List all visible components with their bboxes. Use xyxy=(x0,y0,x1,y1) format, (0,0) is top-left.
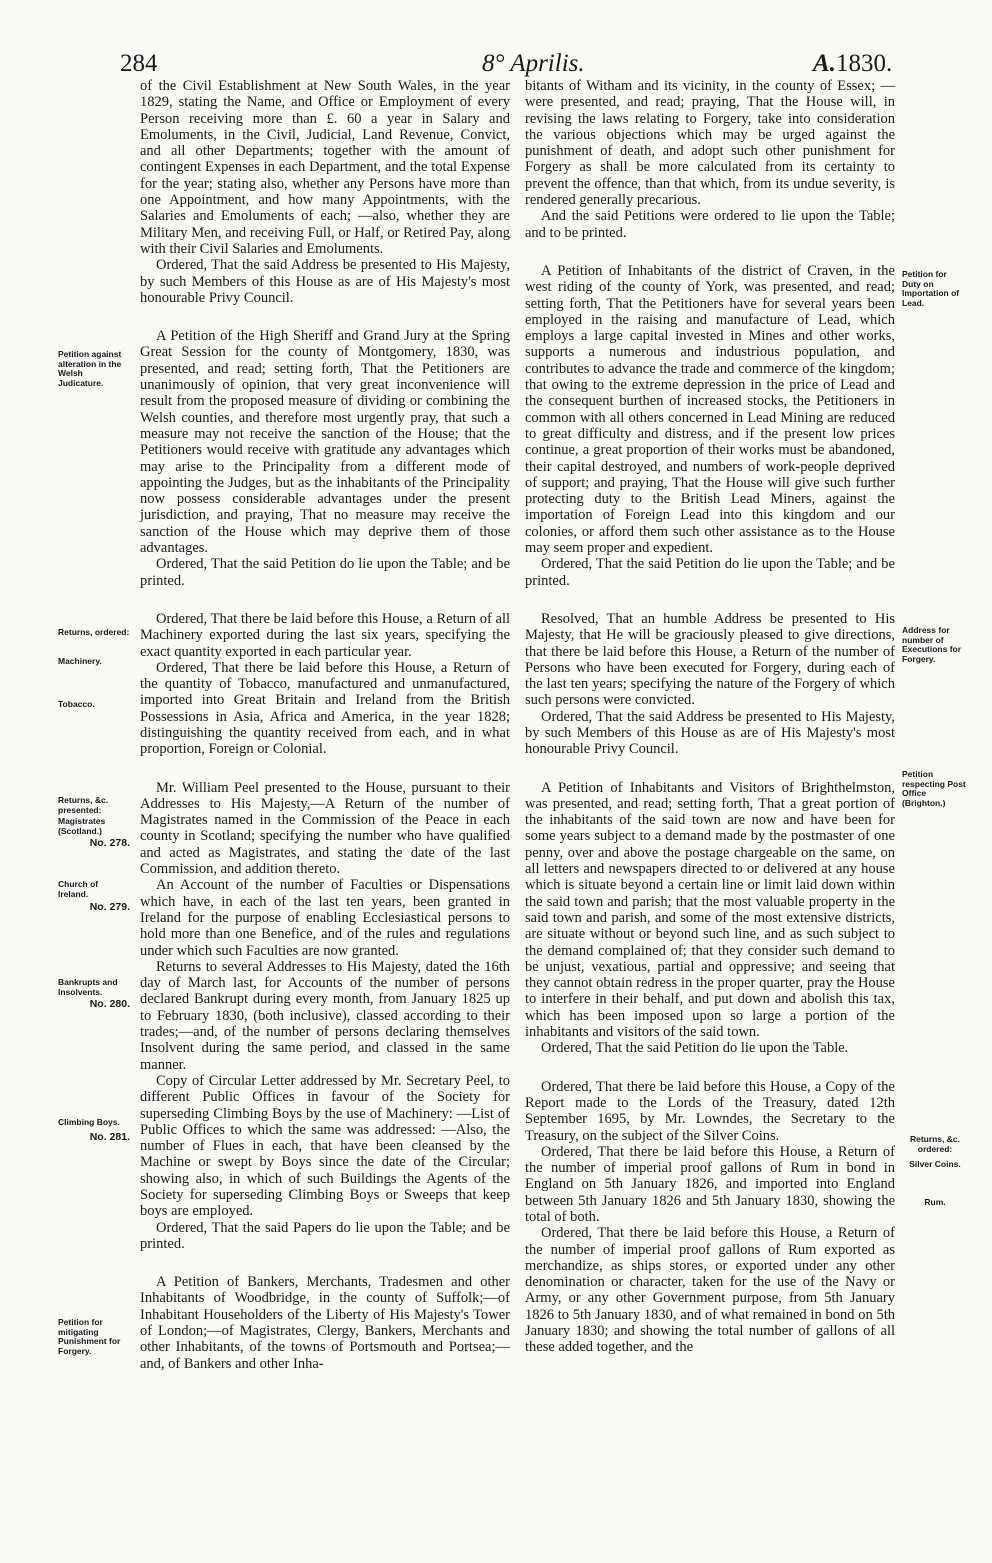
paragraph: Copy of Circular Letter addressed by Mr. Secretary Peel, to different Public Offices in favour of the Society for superseding Climbing Boys by the use of Machinery: —List of Public Offices to which the same was addressed: —Also, the number of Flues in each, that have been cleansed by the Machine or swept by Boys since the date of the Circular; showing also, in which of such Buildings the Agents of the Society for superseding Climbing Boys or Sweeps that keep boys are employed. xyxy=(140,1072,510,1220)
side-note-silver: Silver Coins. xyxy=(909,1159,961,1169)
side-note-returns-ordered-right: Returns, &c. ordered: xyxy=(909,1134,961,1154)
paragraph: Ordered, That there be laid before this House, a Return of the quantity of Tobacco, manufactured and unmanufactured, imported into Great Britain and Ireland from the British Possessions in Asia, Africa and America, in the year 1828; distinguishing the quantity received from each, and in what proportion, Foreign or Colonial. xyxy=(140,659,510,758)
side-note-climbing: Climbing Boys. xyxy=(58,1117,120,1127)
header-date: 8° Aprilis. xyxy=(482,50,585,77)
side-note-no281: No. 281. xyxy=(89,1131,130,1143)
header-regnal: A. xyxy=(813,50,836,77)
side-note-tobacco: Tobacco. xyxy=(58,699,95,709)
paragraph: Ordered, That the said Address be presented to His Majesty, by such Members of this House as are of His Majesty's most honourable Privy Council. xyxy=(525,708,895,758)
side-note-returns-presented: Returns, &c. presented: xyxy=(58,795,109,815)
header-year: 1830. xyxy=(836,50,893,77)
side-note-no278: No. 278. xyxy=(89,837,130,849)
side-note-no280: No. 280. xyxy=(89,998,130,1010)
paragraph: A Petition of Inhabitants of the district of Craven, in the west riding of the county of York, was presented, and read; setting forth, That the Petitioners have for several years been employed in the raising and manufacture of Lead, which employs a large capital invested in Mines and other works, supports a numerous and industrious population, and contributes to advance the trade and commerce of the kingdom; that owing to the extreme depression in the price of Lead and the consequent burthen of increased stocks, the Petitioners in common with all others concerned in Lead Mining are reduced to great difficulty and distress, and if the present low prices continue, a great proportion of their works must be abandoned, their capital destroyed, and numbers of work-people deprived of support; and praying, That the House will give such further protecting duty to the British Lead Miners, against the importation of Foreign Lead into this kingdom and our colonies, or afford them such other assistance as to the House may seem proper and expedient. xyxy=(525,262,895,557)
side-note-forgery: Petition for mitigating Punishment for Forgery. xyxy=(58,1317,121,1356)
paragraph: And the said Petitions were ordered to lie upon the Table; and to be printed. xyxy=(525,208,895,241)
side-note-church: Church of Ireland. xyxy=(58,879,99,899)
side-note-welsh: Petition against alteration in the Welsh Judicature. xyxy=(58,349,122,388)
left-column xyxy=(140,78,510,1372)
side-note-post-office: Petition respecting Post Office (Brighton.) xyxy=(902,769,966,808)
paragraph: of the Civil Establishment at New South Wales, in the year 1829, stating the Name, and Office or Employment of every Person receiving more than £. 60 a year in Salary and Emoluments, in the Civil, Judicial, Land Revenue, Convict, and all other Departments; together with the amount of contingent Expenses in each Department, and the total Expense for the year; stating also, whether any Persons have more than one Appointment, and how many Appointments, with the Salaries and Emoluments of each; —also, whether they are Military Men, and receiving Full, or Half, or Retired Pay, along with their Civil Salaries and Emoluments. xyxy=(140,78,510,257)
side-note-no279: No. 279. xyxy=(89,901,130,913)
paragraph: Ordered, That the said Papers do lie upon the Table; and be printed. xyxy=(140,1219,510,1252)
paragraph: A Petition of the High Sheriff and Grand Jury at the Spring Great Session for the county of Montgomery, 1830, was presented, and read; setting forth, That the Petitioners are unanimously of opinion, that very great inconvenience will result from the proposed measure of dividing or combining the Welsh counties, and therefore most urgently pray, that such a measure may not receive the sanction of the House; that the Petitioners would receive with gratitude any advantages which may arise to the Principality from a different mode of appointing the Judges, but as the inhabitants of the Principality now possess considerable advantages under the present jurisdiction, and praying, That no measure may receive the sanction of the House which may deprive them of those advantages. xyxy=(140,328,510,557)
right-column xyxy=(525,78,895,1356)
paragraph: Ordered, That the said Petition do lie upon the Table; and be printed. xyxy=(525,556,895,589)
side-note-returns-ordered: Returns, ordered: xyxy=(58,627,130,637)
paragraph: Ordered, That there be laid before this House, a Copy of the Report made to the Lords of the Treasury, dated 12th September 1695, by Mr. Lowndes, the Secretary to the Treasury, on the subject of the Silver Coins. xyxy=(525,1078,895,1144)
side-note-rum: Rum. xyxy=(924,1197,946,1207)
paragraph: Ordered, That there be laid before this House, a Return of the number of imperial proof gallons of Rum exported as merchandize, as ships stores, or exported under any other denomination or character, taken for the use of the Navy or Army, or any other Government purpose, from 5th January 1826 to 5th January 1830, and of what remained in bond on 5th January 1830; and showing the total number of gallons of all these added together, and the xyxy=(525,1225,895,1356)
side-note-machinery: Machinery. xyxy=(58,656,102,666)
side-note-executions: Address for number of Executions for Forgery. xyxy=(902,625,962,664)
paragraph: Mr. William Peel presented to the House, pursuant to their Addresses to His Majesty,—A Return of the number of Magistrates named in the Commission of the Peace in each county in Scotland; specifying the number who have qualified and acted as Magistrates, and stating the date of the last Commission, and addition thereto. xyxy=(140,779,510,878)
paragraph: Ordered, That the said Petition do lie upon the Table. xyxy=(541,1040,849,1057)
side-note-bankrupts: Bankrupts and Insolvents. xyxy=(58,977,118,997)
paragraph: A Petition of Inhabitants and Visitors of Brighthelmston, was presented, and read; setting forth, That a great portion of the inhabitants of the said town are now and have been for some years subject to a demand made by the postmaster of one penny, over and above the postage chargeable on the same, on all letters and newspapers directed to or delivered at any house which is situate beyond a certain line or limit laid down within the said town and parish; that the most valuable property in the said town and parish, and some of the most extensive districts, are situate without or beyond such line, and as such subject to the demand complained of; that they consider such demand to be unjust, vexatious, partial and oppressive; and seeing that they cannot obtain redress in the proper quarter, pray the House to interfere in their behalf, and put down and abolish this tax, which has been imposed upon so large a portion of the inhabitants and visitors of the said town. xyxy=(525,779,895,1041)
paragraph: Returns to several Addresses to His Majesty, dated the 16th day of March last, for Accounts of the number of persons declared Bankrupt during every month, from January 1825 up to February 1830, (both inclusive), classed according to their trades;—and, of the number of persons declaring themselves Insolvent during the same period, and classed in the same manner. xyxy=(140,958,510,1073)
side-note-magistrates: Magistrates (Scotland.) xyxy=(58,816,106,836)
paragraph: An Account of the number of Faculties or Dispensations which have, in each of the last ten years, been granted in Ireland for the purpose of enabling Ecclesiastical persons to hold more than one Benefice, and of the rules and regulations under which such Faculties are now granted. xyxy=(140,877,510,959)
paragraph: Ordered, That the said Petition do lie upon the Table; and be printed. xyxy=(140,556,510,589)
paragraph: bitants of Witham and its vicinity, in the county of Essex; —were presented, and read; praying, That the House will, in revising the laws relating to Forgery, take into consideration the various objections which may be urged against the punishment of death, and adopt such other punishment for Forgery as shall be more calculated from its certainty to prevent the offence, than that which, from its undue severity, is rendered generally precarious. xyxy=(525,78,895,209)
page-number: 284 xyxy=(120,50,158,77)
paragraph: A Petition of Bankers, Merchants, Tradesmen and other Inhabitants of Woodbridge, in the county of Suffolk;—of Inhabitant Householders of the Liberty of His Majesty's Tower of London;—of Magistrates, Clergy, Bankers, Merchants and other Inhabitants, of the towns of Portsmouth and Portsea;—and, of Bankers and other Inha- xyxy=(140,1274,510,1372)
paragraph: Resolved, That an humble Address be presented to His Majesty, that He will be graciously pleased to give directions, that there be laid before this House, a Return of the number of Persons who have been executed for Forgery, during each of the last ten years; specifying the nature of the Forgery of which such persons were convicted. xyxy=(525,610,895,709)
paragraph: Ordered, That there be laid before this House, a Return of all Machinery exported during the last six years, specifying the exact quantity exported in each particular year. xyxy=(140,610,510,660)
side-note-lead: Petition for Duty on Importation of Lead. xyxy=(902,269,960,308)
paragraph: Ordered, That the said Address be presented to His Majesty, by such Members of this House as are of His Majesty's most honourable Privy Council. xyxy=(140,257,510,306)
paragraph: Ordered, That there be laid before this House, a Return of the number of imperial proof gallons of Rum in bond in England on 5th January 1826, and imported into England between 5th January 1826 and 5th January 1830, showing the total of both. xyxy=(525,1143,895,1225)
